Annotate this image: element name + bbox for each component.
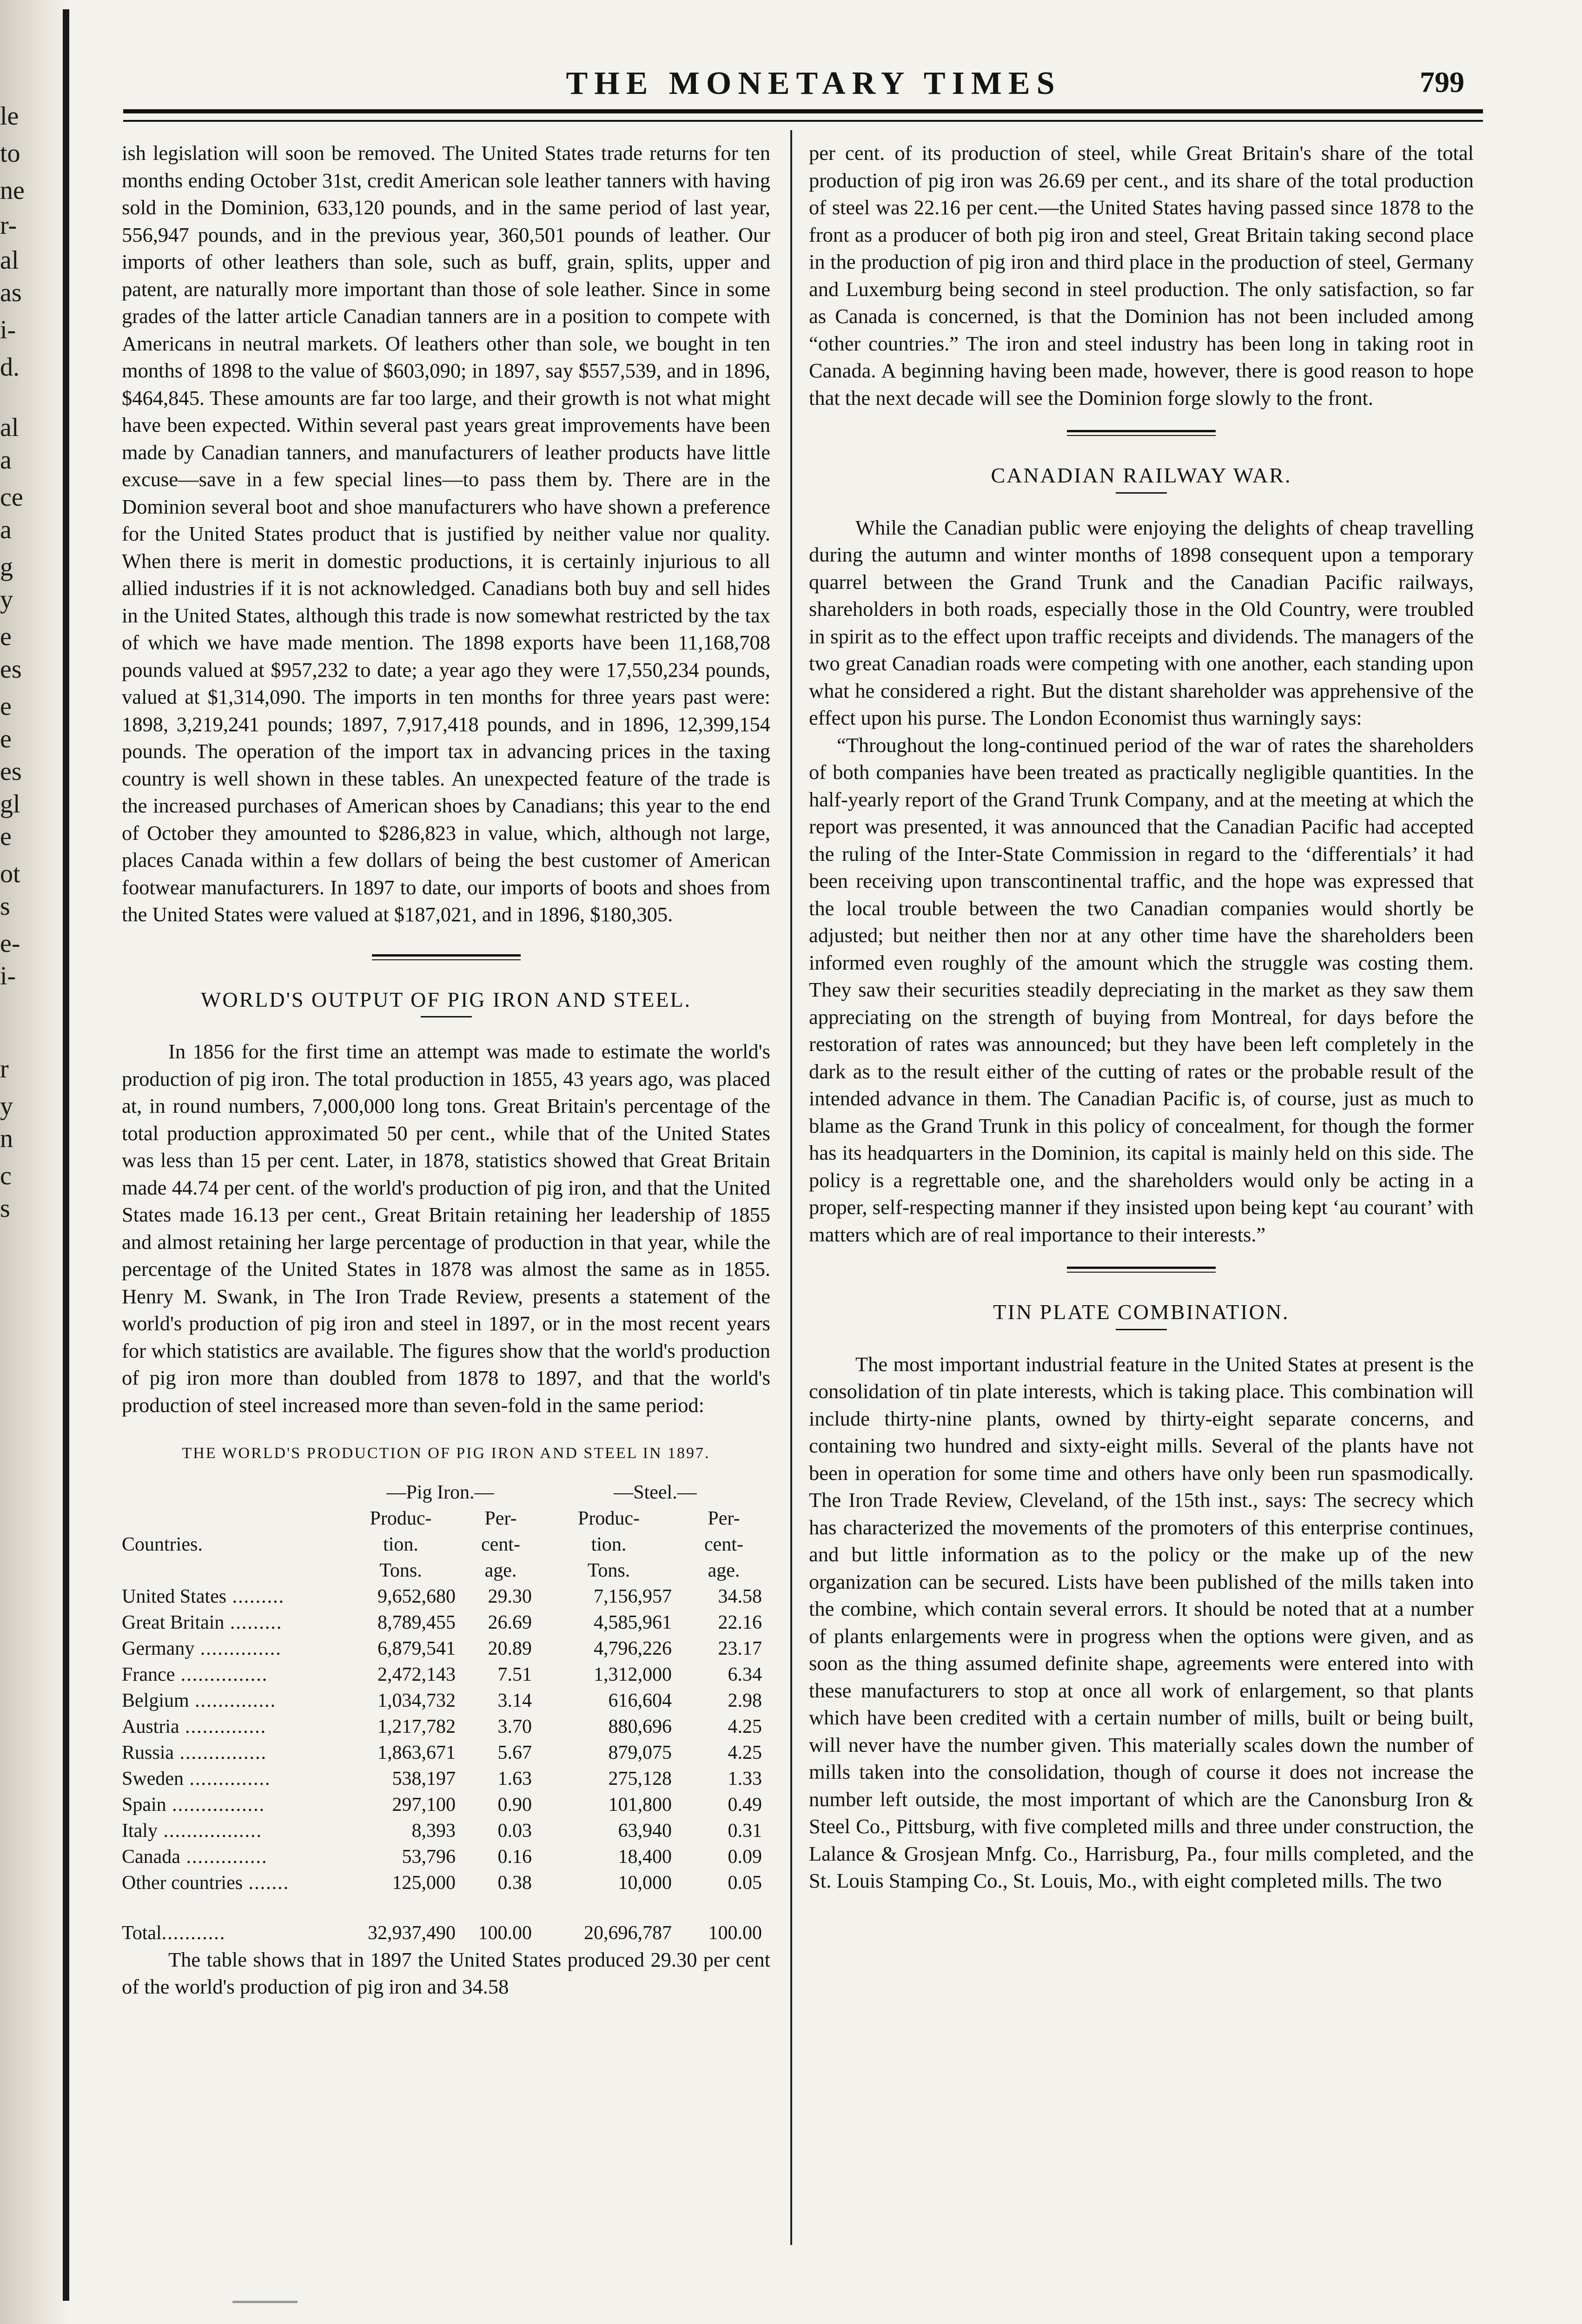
pig-iron-percentage: 0.90 [497,1794,532,1816]
margin-fragment: as [0,279,22,307]
leader-dots: ............... [175,1664,268,1685]
leader-dots: .............. [180,1846,268,1868]
country-name: United States [122,1585,227,1607]
margin-fragment: e [0,693,12,720]
pig-iron-tons: 9,652,680 [377,1585,456,1607]
table-row [122,1818,770,1844]
table-body [122,1584,770,1896]
pig-iron-heading: WORLD'S OUTPUT OF PIG IRON AND STEEL. [200,987,692,1011]
country-name: Spain [122,1794,166,1816]
margin-fragment: i- [0,316,16,344]
pig-iron-tons: 53,796 [402,1846,456,1868]
steel-pct-header: age. [708,1559,740,1581]
left-column [122,139,770,2000]
masthead: THE MONETARY TIMES [566,66,1061,101]
total-pig-tons: 32,937,490 [368,1922,456,1944]
steel-percentage: 4.25 [728,1742,762,1763]
steel-continued-paragraph: per cent. of its production of steel, while Great Britain's share of the total production of pig iron was 26.69 per cent., and its share of the total production of steel was 22.16 per cent.—the United States having passed since 1878 to the front as a producer of both pig iron and steel, Great Britain taking second place in the production of pig iron and third place in the production of steel, Germany and Luxemburg being second in steel production. The only satisfaction, so far as Canada is concerned, is that the Dominion has not been included among “other countries.” The iron and steel industry has been long in taking root in Canada. A beginning having been made, however, there is good reason to hope that the next decade will see the Dominion forge slowly to the front. [809,141,1474,409]
steel-tons: 7,156,957 [594,1585,672,1607]
binding-edge-line [63,9,69,2301]
pig-iron-tons: 1,863,671 [377,1742,456,1763]
margin-fragment: e- [0,930,20,957]
total-label: Total [122,1922,162,1944]
leader-dots: .............. [183,1768,271,1789]
pig-prod-header: tion. [383,1533,418,1555]
pig-iron-percentage: 7.51 [497,1664,532,1685]
section-divider [372,954,521,960]
pig-iron-percentage: 20.89 [488,1637,532,1659]
closing-paragraph: The table shows that in 1897 the United States produced 29.30 per cent of the world's production of pig iron and 34.58 [122,1948,770,1998]
steel-prod-header: tion. [591,1533,627,1555]
steel-tons: 275,128 [608,1768,672,1789]
steel-tons: 879,075 [608,1742,672,1763]
pig-iron-percentage: 29.30 [488,1585,532,1607]
margin-fragment: y [0,1092,13,1120]
steel-percentage: 2.98 [728,1690,762,1711]
margin-fragment: ot [0,860,20,888]
railway-heading: CANADIAN RAILWAY WAR. [991,463,1292,487]
steel-percentage: 4.25 [728,1716,762,1737]
table-row [122,1714,770,1740]
pig-iron-tons: 8,393 [411,1820,456,1842]
steel-pct-header: Per- [708,1507,740,1529]
pig-prod-header: Tons. [379,1559,422,1581]
country-name: Great Britain [122,1611,225,1633]
table-row [122,1792,770,1818]
country-name: Other countries [122,1872,243,1894]
leader-dots: ................. [157,1820,262,1842]
margin-fragment: s [0,1195,10,1222]
section-divider [1067,1267,1216,1273]
countries-header: Countries. [122,1533,203,1555]
table-row [122,1584,770,1610]
pig-prod-header: Produc- [370,1507,432,1529]
pig-iron-tons: 125,000 [392,1872,456,1894]
country-name: Sweden [122,1768,184,1789]
total-steel-tons: 20,696,787 [584,1922,672,1944]
pig-iron-percentage: 3.70 [497,1716,532,1737]
pig-iron-percentage: 5.67 [497,1742,532,1763]
steel-tons: 616,604 [608,1690,672,1711]
railway-paragraph: While the Canadian public were enjoying the delights of cheap travelling during the autumn and winter months of 1898 consequent upon a temporary quarrel between the Grand Trunk and the Canadian Pacific railways, shareholders in both roads, especially those in the Old Country, were troubled in spirit as to the effect upon traffic receipts and dividends. The managers of the two great Canadian roads were competing with one another, each standing upon what he considered a right. But the distant shareholder was apprehensive of the effect upon his purse. The London Economist thus warningly says: [809,515,1474,729]
table-row [122,1636,770,1662]
steel-prod-header: Tons. [587,1559,630,1581]
margin-fragment: es [0,655,22,683]
header-rule-thick [123,109,1483,113]
pig-iron-tons: 2,472,143 [377,1664,456,1685]
margin-fragment: d. [0,353,20,381]
steel-percentage: 22.16 [718,1611,762,1633]
steel-tons: 4,796,226 [594,1637,672,1659]
group-steel: —Steel.— [614,1481,697,1503]
margin-fragment: e [0,823,12,851]
country-name: Belgium [122,1690,189,1711]
margin-fragment: e [0,725,12,753]
margin-fragment: n [0,1125,13,1153]
heading-underline [1116,1329,1167,1330]
total-steel-pct: 100.00 [708,1922,762,1944]
steel-tons: 880,696 [608,1716,672,1737]
steel-tons: 4,585,961 [594,1611,672,1633]
margin-fragment: al [0,414,19,442]
steel-tons: 10,000 [618,1872,672,1894]
steel-percentage: 1.33 [728,1768,762,1789]
country-name: Austria [122,1716,179,1737]
margin-fragment: gl [0,790,20,818]
production-table [122,1479,770,1946]
table-row [122,1766,770,1792]
pig-iron-tons: 8,789,455 [377,1611,456,1633]
table-header-row [122,1505,770,1532]
country-name: France [122,1664,175,1685]
margin-fragment: e [0,623,12,651]
steel-percentage: 34.58 [718,1585,762,1607]
leader-dots: .............. [189,1690,277,1711]
margin-fragment: c [0,1162,12,1190]
margin-fragment: al [0,246,19,274]
country-name: Italy [122,1820,158,1842]
margin-fragment: r- [0,211,17,239]
table-group-header [122,1479,770,1505]
table-row [122,1844,770,1870]
leader-dots: ................ [166,1794,265,1816]
pig-iron-tons: 6,879,541 [377,1637,456,1659]
margin-fragment: le [0,102,19,130]
economist-quote: “Throughout the long-continued period of the war of rates the shareholders of both companies have been treated as practically negligible quantities. In the half-yearly report of the Grand Trunk Company, and at the meeting at which the report was presented, it was announced that the Canadian Pacific had accepted the ruling of the Inter-State Commission in regard to the ‘differentials’ it had been receiving upon transcontinental traffic, and the hope was expressed that the local trouble between the two Canadian companies would shortly be adjusted; but neither then nor at any other time have the shareholders been informed even roughly of the amount which the struggle was costing them. They saw their securities steadily depreciating in the market as they saw them appreciating on the strength of buying from Montreal, for days before the restoration of rates was announced; but they have been left completely in the dark as to the result either of the cutting of rates or the probable result of the intended advance in them. The Canadian Pacific is, of course, just as much to blame as the Grand Trunk in this policy of concealment, for though the former has its headquarters in the Dominion, its capital is mainly held on this side. The policy is a regrettable one, and the shareholders would only be acting in a proper, self-respecting manner if they insisted upon being kept ‘au courant’ with matters which are of real importance to their interests.” [809,733,1474,1246]
table-row [122,1688,770,1714]
leather-paragraph: ish legislation will soon be removed. The United States trade returns for ten months ending October 31st, credit American sole leather tanners with having sold in the Dominion, 633,120 pounds, and in the same period of last year, 556,947 pounds, and in the previous year, 360,501 pounds of leather. Our imports of other leathers than sole, such as buff, grain, splits, upper and patent, are naturally more important than those of sole leather. Since in some grades of the latter article Canadian tanners are in a position to compete with Americans in neutral markets. Of leathers other than sole, we bought in ten months of 1898 to the value of $603,090; in 1897, say $557,539, and in 1896, $464,845. These amounts are far too large, and their growth is not what might have been expected. Within several past years great improvements have been made by Canadian tanners, and manufacturers of leather products have little excuse—save in a few special lines—to pass them by. There are in the Dominion several boot and shoe manufacturers who have shown a preference for the United States product that is justified by neither value nor quality. When there is merit in domestic productions, it is certainly injurious to all allied industries if it is not acknowledged. Canadians both buy and sell hides in the United States, although this trade is now somewhat restricted by the tax of which we have made mention. The 1898 exports have been 11,168,708 pounds valued at $957,232 to date; a year ago they were 17,550,234 pounds, valued at $1,314,090. The imports in ten months for three years past were: 1898, 3,219,241 pounds; 1897, 7,917,418 pounds, and in 1896, 12,399,154 pounds. The operation of the import tax in advancing prices in the taxing country is well shown in these tables. An unexpected feature of the trade is the increased purchases of American shoes by Canadians; this year to the end of October they amounted to $286,823 in value, which, although not large, places Canada within a few dollars of being the best customer of American footwear manufacturers. In 1897 to date, our imports of boots and shoes from the United States were valued at $187,021, and in 1896, $180,305. [122,141,770,926]
table-total-row [122,1896,770,1946]
table-row [122,1610,770,1636]
steel-tons: 18,400 [618,1846,672,1868]
steel-tons: 101,800 [608,1794,672,1816]
pig-iron-tons: 1,217,782 [377,1716,456,1737]
pig-iron-tons: 297,100 [392,1794,456,1816]
pig-iron-percentage: 26.69 [488,1611,532,1633]
header-rule-thin [123,120,1483,122]
leader-dots: ............... [174,1742,267,1763]
total-pig-pct: 100.00 [478,1922,532,1944]
leader-dots: .............. [194,1637,282,1659]
table-header-row [122,1532,770,1558]
margin-fragment: es [0,758,22,786]
steel-tons: 1,312,000 [594,1664,672,1685]
country-name: Germany [122,1637,195,1659]
leader-dots: ......... [226,1585,285,1607]
margin-fragment: i- [0,962,16,990]
table-row [122,1740,770,1766]
pig-iron-paragraph: In 1856 for the first time an attempt was made to estimate the world's production of pig iron. The total production in 1855, 43 years ago, was placed at, in round numbers, 7,000,000 long tons. Great Britain's percentage of the total production approximated 50 per cent., while that of the United States was less than 15 per cent. Later, in 1878, statistics showed that Great Britain made 44.74 per cent. of the world's production of pig iron, and that the United States made 16.13 per cent., Great Britain retaining her leadership of 1855 and almost retaining her large percentage of production in that year, while the percentage of the United States in 1878 was almost the same as in 1855. Henry M. Swank, in The Iron Trade Review, presents a statement of the world's production of pig iron and steel in 1897, or in the most recent years for which statistics are available. The figures show that the world's production of pig iron more than doubled from 1878 to 1897, and that the world's production of steel increased more than seven-fold in the same period: [122,1040,770,1417]
leader-dots: ......... [224,1611,283,1633]
heading-underline [1116,492,1167,494]
leader-dots: ........... [161,1922,226,1944]
group-pig-iron: —Pig Iron.— [386,1481,494,1503]
steel-tons: 63,940 [618,1820,672,1842]
steel-prod-header: Produc- [578,1507,640,1529]
country-name: Canada [122,1846,180,1868]
steel-pct-header: cent- [704,1533,743,1555]
pig-iron-percentage: 3.14 [497,1690,532,1711]
page-number: 799 [1420,66,1464,99]
margin-fragment: r [0,1055,9,1083]
steel-percentage: 0.31 [728,1820,762,1842]
margin-fragment: a [0,446,12,474]
margin-fragment: y [0,586,13,614]
tin-plate-heading: TIN PLATE COMBINATION. [993,1300,1290,1324]
steel-percentage: 0.05 [728,1872,762,1894]
table-row [122,1870,770,1896]
column-separator [790,130,792,2245]
pig-iron-percentage: 0.03 [497,1820,532,1842]
leader-dots: .............. [179,1716,267,1737]
heading-underline [421,1016,472,1017]
pig-iron-tons: 538,197 [392,1768,456,1789]
margin-fragment: ne [0,177,25,205]
pig-pct-header: age. [484,1559,517,1581]
pig-iron-percentage: 1.63 [497,1768,532,1789]
table-title: THE WORLD'S PRODUCTION OF PIG IRON AND STEEL IN 1897. [182,1445,710,1462]
steel-percentage: 23.17 [718,1637,762,1659]
steel-percentage: 0.49 [728,1794,762,1816]
pig-pct-header: Per- [484,1507,517,1529]
pig-iron-percentage: 0.16 [497,1846,532,1868]
steel-percentage: 0.09 [728,1846,762,1868]
margin-fragment: s [0,892,10,920]
pig-pct-header: cent- [481,1533,520,1555]
pig-iron-percentage: 0.38 [497,1872,532,1894]
pig-iron-tons: 1,034,732 [377,1690,456,1711]
section-divider [1067,430,1216,436]
margin-fragment: ce [0,483,23,511]
margin-fragment: g [0,553,13,581]
right-column [809,139,1474,1895]
margin-fragment: to [0,139,20,167]
country-name: Russia [122,1742,174,1763]
table-row [122,1662,770,1688]
table-header-row [122,1558,770,1584]
print-smudge [232,2301,298,2303]
leader-dots: ....... [243,1872,290,1894]
margin-fragment: a [0,516,12,544]
steel-percentage: 6.34 [728,1664,762,1685]
tin-plate-paragraph: The most important industrial feature in the United States at present is the consolidation of tin plate interests, which is taking place. This combination will include thirty-nine plants, owned by thirty-eight separate concerns, and containing two hundred and sixty-eight mills. Several of the plants have not been in operation for some time and others have only been run spasmodically. The Iron Trade Review, Cleveland, of the 15th inst., says: The secrecy which has characterized the movements of the promoters of this enterprise continues, and but little information as to the policy or the make up of the new organization can be secured. Lists have been published of the mills taken into the combine, which contain several errors. It should be noted that at a number of plants enlargements were in progress when the options were given, and as soon as the thing assumed definite shape, agreements were entered into with these manufacturers to stop at once all work of enlargement, so that plants which have been credited with a certain number of mills, built or being built, will never have the number given. This materially scales down the number of mills taken into the consolidation, though of course it does not increase the number left outside, the most important of which are the Canonsburg Iron & Steel Co., Pittsburg, with five completed mills and three under construction, the Lalance & Grosjean Mnfg. Co., Harrisburg, Pa., four mills completed, and the St. Louis Stamping Co., St. Louis, Mo., with eight completed mills. The two [809,1352,1474,1892]
